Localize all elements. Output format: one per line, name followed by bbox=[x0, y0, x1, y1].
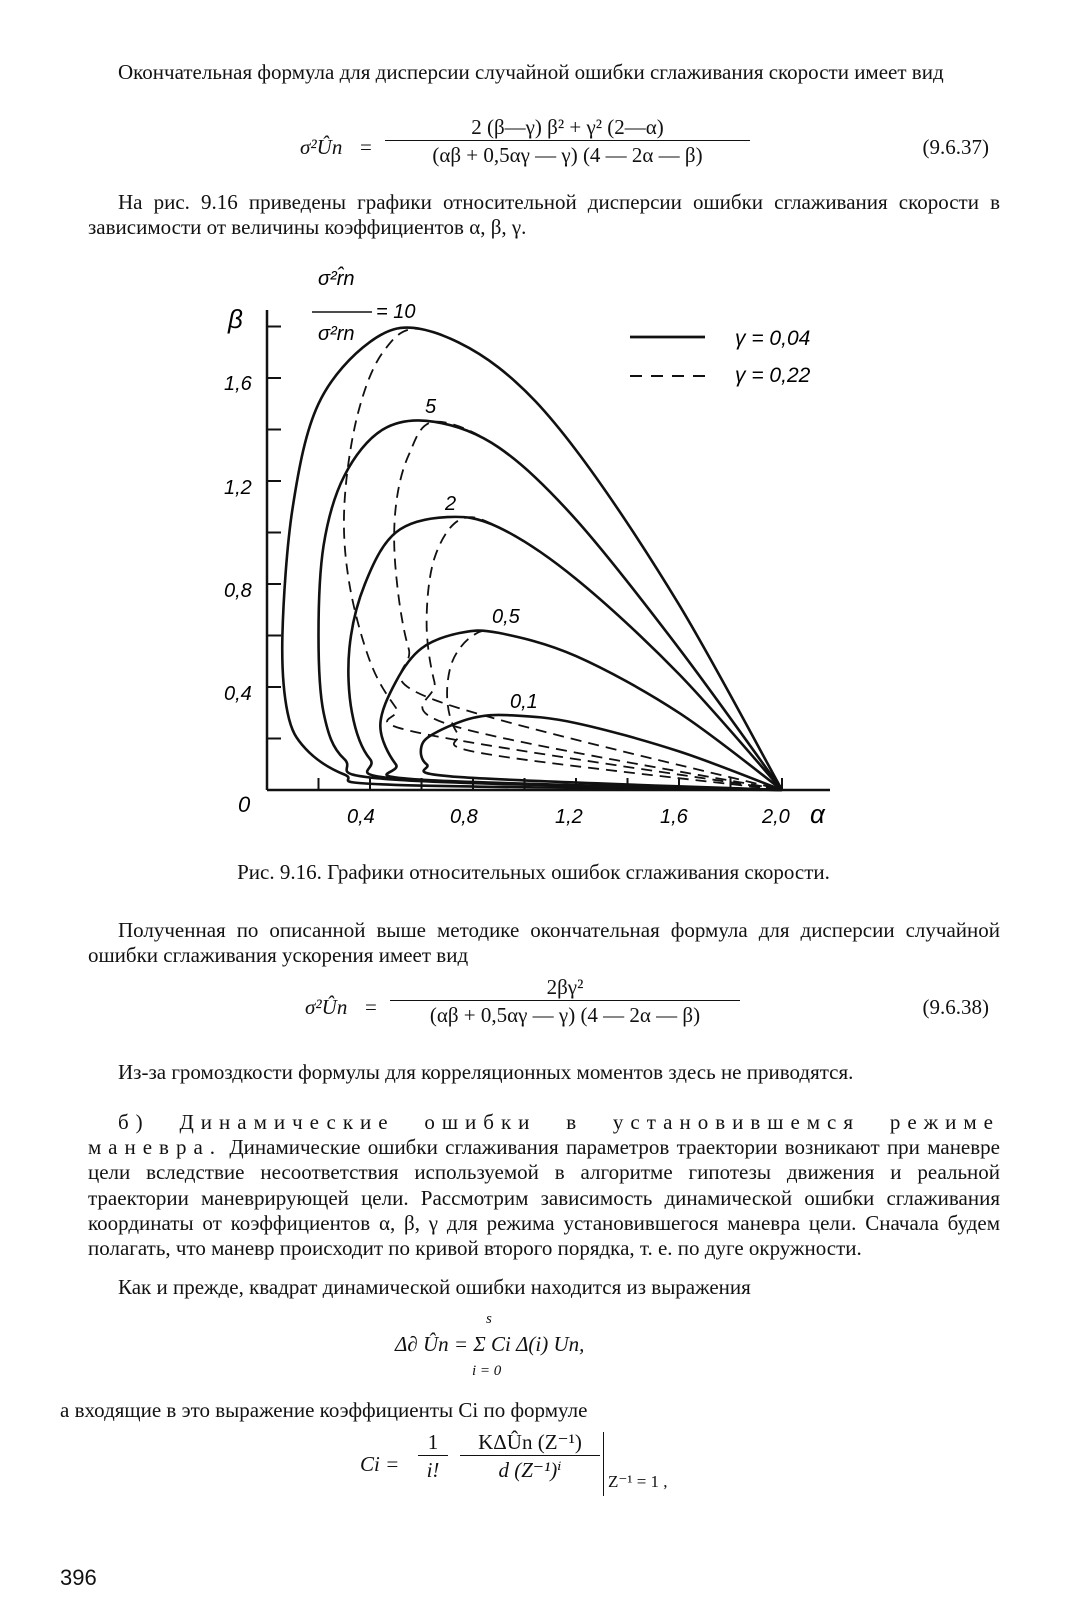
evaluation-point: Z⁻¹ = 1 , bbox=[608, 1472, 668, 1491]
paragraph-dynamic-errors bbox=[88, 1110, 1000, 1261]
y-tick-label: 1,6 bbox=[224, 373, 252, 395]
numerator: KΔÛn (Z⁻¹) bbox=[478, 1430, 582, 1454]
curve-solid-level-10 bbox=[282, 328, 782, 790]
x-tick-label: 0,4 bbox=[347, 806, 375, 828]
paragraph-figure-ref: На рис. 9.16 приведены графики относительной дисперсии ошибки сглаживания скорости в зависимости от величины коэффициентов α, β, γ. bbox=[88, 190, 1000, 240]
paragraph-coefficients: а входящие в это выражение коэффициенты Ci по формуле bbox=[60, 1398, 588, 1422]
ratio-value: = 10 bbox=[376, 301, 416, 323]
denominator: d (Z⁻¹)ⁱ bbox=[460, 1455, 600, 1483]
figure-9-16 bbox=[0, 250, 1067, 850]
paragraph-body: Динамические ошибки сглаживания параметров траектории возникают при маневре цели вследствие несоответствия используемой в алгоритме гипотезы движения и реальной траектории маневрирующей цели. Рассмотрим зависимость динамической ошибки сглаживания координаты от коэффициентов α, β, γ для режима установившегося маневра цели. Сначала будем полагать, что маневр происходит по кривой второго порядка, т. е. по дуге окружности. bbox=[88, 1135, 1000, 1260]
y-tick-label: 1,2 bbox=[224, 477, 252, 499]
equation-number: (9.6.37) bbox=[922, 135, 989, 159]
curve-dashed-level-5 bbox=[394, 422, 782, 790]
derivative-fraction bbox=[460, 1430, 600, 1483]
legend bbox=[630, 327, 811, 387]
equation-dynamic-error bbox=[0, 1310, 1067, 1390]
evaluation-bar bbox=[603, 1432, 604, 1496]
paragraph-correlation: Из-за громоздкости формулы для корреляционных моментов здесь не приводятся. bbox=[118, 1060, 854, 1084]
denominator: (αβ + 0,5αγ — γ) (4 — 2α — β) bbox=[385, 140, 750, 168]
equation-lhs: σ²Ûn bbox=[305, 995, 348, 1019]
equals-sign: = bbox=[360, 135, 372, 159]
sum-upper-limit: s bbox=[486, 1311, 492, 1327]
ratio-symbol-denominator: σ²rn bbox=[318, 323, 355, 345]
curve-solid-level-2 bbox=[348, 517, 782, 790]
factorial-fraction bbox=[418, 1430, 448, 1483]
numerator: 2 (β—γ) β² + γ² (2—α) bbox=[471, 115, 664, 139]
figure-curves bbox=[282, 328, 782, 790]
axis-ticks bbox=[267, 327, 782, 791]
curve-label-5: 5 bbox=[425, 396, 437, 418]
origin-label: 0 bbox=[238, 792, 251, 817]
equals-sign: = bbox=[365, 995, 377, 1019]
x-tick-labels bbox=[347, 806, 790, 828]
numerator: 2βγ² bbox=[546, 975, 584, 999]
y-tick-label: 0,4 bbox=[224, 683, 252, 705]
denominator: i! bbox=[418, 1455, 448, 1483]
x-tick-label: 1,2 bbox=[555, 806, 583, 828]
x-tick-label: 2,0 bbox=[762, 806, 790, 828]
curve-label-0-1: 0,1 bbox=[510, 691, 538, 713]
paragraph-acceleration: Полученная по описанной выше методике окончательная формула для дисперсии случайной ошибки сглаживания ускорения имеет вид bbox=[88, 918, 1000, 968]
curve-dashed-level-0-5 bbox=[447, 631, 782, 790]
equation-fraction bbox=[385, 115, 750, 168]
curve-label-0-5: 0,5 bbox=[492, 606, 520, 628]
equation-fraction bbox=[390, 975, 740, 1028]
x-tick-label: 0,8 bbox=[450, 806, 478, 828]
ratio-symbol-numerator: σ²r̂n bbox=[318, 268, 355, 290]
x-axis-label: α bbox=[810, 799, 825, 829]
sum-expression: Δ∂ Ûn = Σ Ci Δ(i) Un, bbox=[395, 1332, 585, 1356]
legend-label-dashed: γ = 0,22 bbox=[735, 364, 811, 387]
paragraph-square-error: Как и прежде, квадрат динамической ошибки находится из выражения bbox=[118, 1275, 751, 1299]
section-heading: б) Динамические ошибки в установившемся режиме маневра. bbox=[88, 1110, 1000, 1160]
y-tick-labels bbox=[224, 373, 253, 705]
equation-9-6-38 bbox=[0, 975, 1067, 1045]
figure-caption: Рис. 9.16. Графики относительных ошибок сглаживания скорости. bbox=[237, 860, 830, 884]
legend-label-solid: γ = 0,04 bbox=[735, 327, 811, 350]
page-number: 396 bbox=[60, 1565, 97, 1590]
curve-solid-level-5 bbox=[319, 420, 783, 790]
equation-9-6-37 bbox=[0, 115, 1067, 185]
denominator: (αβ + 0,5αγ — γ) (4 — 2α — β) bbox=[390, 1000, 740, 1028]
paragraph-intro: Окончательная формула для дисперсии случайной ошибки сглаживания скорости имеет вид bbox=[118, 60, 944, 84]
equation-number: (9.6.38) bbox=[922, 995, 989, 1019]
curve-label-2: 2 bbox=[445, 493, 457, 515]
y-tick-label: 0,8 bbox=[224, 580, 252, 602]
x-tick-label: 1,6 bbox=[660, 806, 688, 828]
equation-coefficients bbox=[0, 1430, 1067, 1510]
equation-lhs: Ci = bbox=[360, 1452, 400, 1476]
sum-lower-limit: i = 0 bbox=[472, 1363, 502, 1379]
numerator: 1 bbox=[427, 1430, 439, 1454]
equation-lhs: σ²Ûn bbox=[300, 135, 343, 159]
y-axis-label: β bbox=[228, 304, 243, 334]
